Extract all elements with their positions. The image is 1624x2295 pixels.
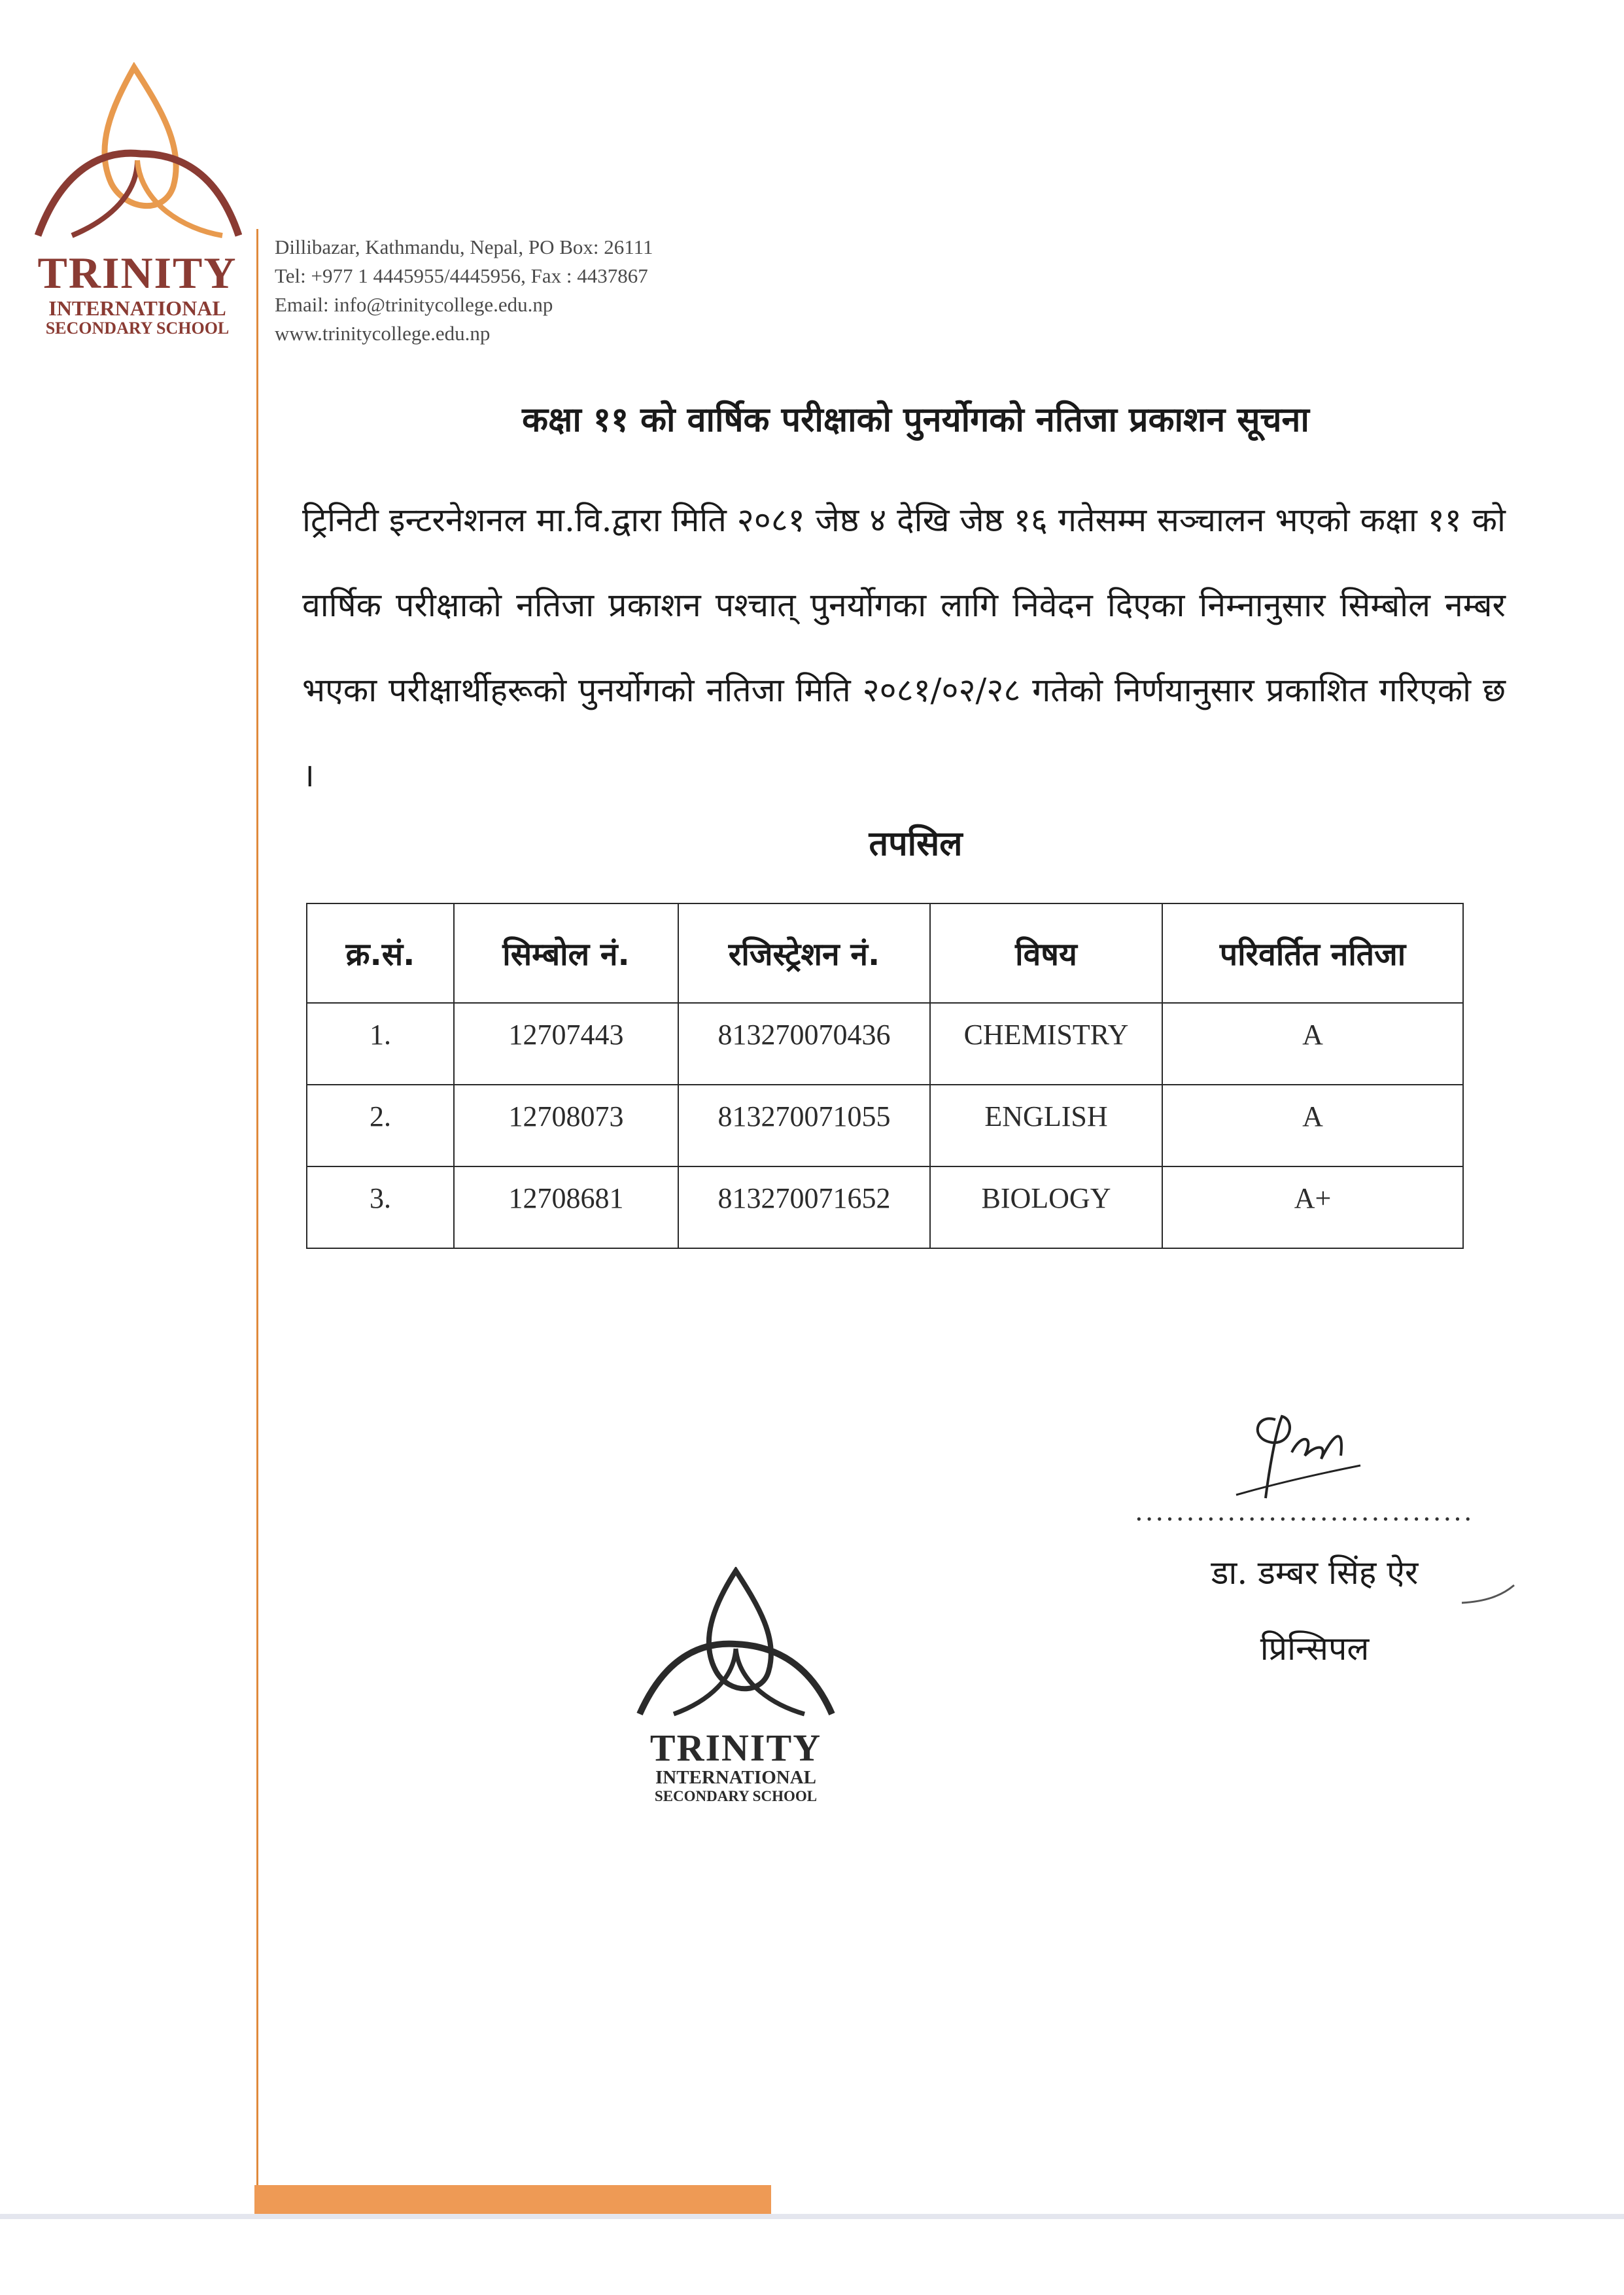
principal-name: डा. डम्बर सिंह ऐर	[1211, 1554, 1419, 1592]
notice-title: कक्षा ११ को वार्षिक परीक्षाको पुनर्योगको नतिजा प्रकाशन सूचना	[522, 400, 1309, 440]
logo-line-international: INTERNATIONAL	[48, 296, 226, 320]
cell-symbol-no: 12708073	[508, 1100, 624, 1132]
cell-subject: CHEMISTRY	[963, 1019, 1129, 1051]
cell-serial: 1.	[370, 1019, 391, 1051]
table-row	[307, 1003, 1463, 1085]
contact-phone: Tel: +977 1 4445955/4445956, Fax : 4437867	[275, 264, 648, 287]
signature-scribble-icon	[1230, 1407, 1393, 1505]
contact-block	[275, 233, 653, 348]
header-subject: विषय	[930, 903, 1162, 1003]
contact-website: www.trinitycollege.edu.np	[275, 322, 491, 345]
cell-result: A	[1302, 1019, 1323, 1051]
cell-subject: ENGLISH	[984, 1100, 1108, 1132]
table-row	[307, 1085, 1463, 1166]
cell-serial: 2.	[370, 1100, 391, 1132]
logo-line-secondary-school: SECONDARY SCHOOL	[45, 319, 230, 338]
left-accent-rule	[256, 229, 258, 2185]
header-symbol-no: सिम्बोल नं.	[454, 903, 678, 1003]
signature-line: .................................	[1135, 1497, 1474, 1527]
results-table	[306, 903, 1464, 1249]
header-changed-result: परिवर्तित नतिजा	[1162, 903, 1463, 1003]
principal-title: प्रिन्सिपल	[1260, 1630, 1370, 1668]
notice-body: ट्रिनिटी इन्टरनेशनल मा.वि.द्वारा मिति २०८१ जेष्ठ ४ देखि जेष्ठ १६ गतेसम्म सञ्चालन भएको कक्षा ११ को वार्षिक परीक्षाको नतिजा प्रकाशन पश्चात् पुनर्योगका लागि निवेदन दिएका निम्नानुसार सिम्बोल नम्बर भएका परीक्षार्थीहरूको पुनर्योगको नतिजा मिति २०८१/०२/२८ गतेको निर्णयानुसार प्रकाशित गरिएको छ ।	[302, 501, 1506, 794]
cell-registration-no: 813270071055	[717, 1100, 891, 1132]
header-registration-no: रजिस्ट्रेशन नं.	[678, 903, 930, 1003]
stamp-line-secondary-school: SECONDARY SCHOOL	[654, 1788, 818, 1804]
trinity-emblem-icon	[33, 62, 242, 245]
footer-strip	[0, 2214, 1624, 2219]
pen-stroke-icon	[1459, 1582, 1517, 1608]
cell-result: A+	[1294, 1182, 1332, 1214]
cell-registration-no: 813270070436	[717, 1019, 891, 1051]
logo-name: TRINITY	[37, 248, 237, 298]
cell-symbol-no: 12708681	[508, 1182, 624, 1214]
cell-registration-no: 813270071652	[717, 1182, 891, 1214]
footer-accent-bar	[254, 2185, 771, 2214]
cell-serial: 3.	[370, 1182, 391, 1214]
table-header-row	[307, 903, 1463, 1003]
contact-email: Email: info@trinitycollege.edu.np	[275, 293, 553, 316]
trinity-stamp-emblem-icon	[628, 1567, 844, 1724]
header-serial: क्र.सं.	[307, 903, 454, 1003]
stamp-line-international: INTERNATIONAL	[655, 1767, 816, 1788]
cell-symbol-no: 12707443	[508, 1019, 624, 1051]
cell-subject: BIOLOGY	[981, 1182, 1111, 1214]
stamp-name: TRINITY	[649, 1726, 822, 1769]
cell-result: A	[1302, 1100, 1323, 1132]
contact-address: Dillibazar, Kathmandu, Nepal, PO Box: 26111	[275, 236, 653, 258]
section-heading: तपसिल	[869, 824, 963, 864]
school-logo	[33, 62, 242, 343]
table-row	[307, 1166, 1463, 1248]
school-stamp	[628, 1567, 844, 1804]
